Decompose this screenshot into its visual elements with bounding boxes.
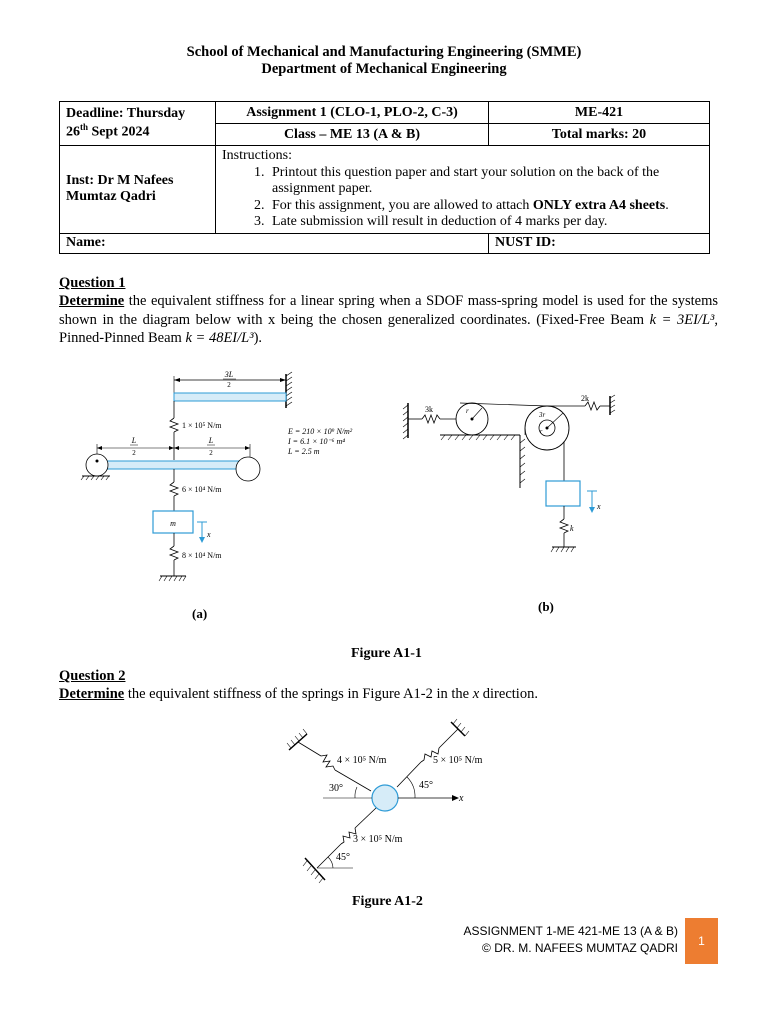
property-L: L = 2.5 m [288, 447, 320, 456]
footer-line2: © DR. M. NAFEES MUMTAZ QADRI [482, 941, 678, 955]
dim-top-den: 2 [227, 381, 231, 389]
name-field-cell: Name: [60, 233, 489, 253]
half-right-den: 2 [209, 449, 213, 457]
property-E: E = 210 × 10⁹ N/m² [288, 427, 353, 436]
instructor-name-line2: Mumtaz Qadri [66, 189, 156, 205]
nust-id-field-cell: NUST ID: [489, 233, 710, 253]
hanging-mass [546, 481, 580, 506]
department-heading: Department of Mechanical Engineering [261, 61, 507, 77]
instruction-item: 1. Printout this question paper and start your solution on the back of the assignment paper. [268, 165, 703, 198]
pin-support [86, 454, 108, 476]
half-left-num: L [131, 436, 137, 445]
angle1-label: 30° [329, 783, 343, 794]
coord-x-label: x [207, 530, 211, 539]
figure-a-label: (a) [192, 606, 208, 621]
figure-a1-2-diagram [283, 710, 483, 890]
right-spring-label: 2k [581, 394, 589, 403]
instructions-cell [216, 146, 710, 234]
left-spring-label: 3k [425, 405, 433, 414]
figure-b-label: (b) [538, 599, 554, 614]
instruction-item: 3. Late submission will result in deduction of 4 marks per day. [268, 214, 703, 231]
roller-support [236, 457, 260, 481]
figure2-caption: Figure A1-2 [352, 894, 423, 909]
school-heading: School of Mechanical and Manufacturing Engineering (SMME) [186, 44, 582, 60]
course-code-cell: ME-421 [489, 102, 710, 124]
x-arrow-b [589, 507, 595, 513]
spring1-label: 4 × 10⁵ N/m [337, 755, 387, 766]
lower-spring-label: 8 × 10⁴ N/m [182, 551, 222, 560]
spring3-label: 3 × 10⁵ N/m [353, 834, 403, 845]
deadline-label: Deadline: Thursday [66, 106, 186, 122]
angle3-label: 45° [336, 852, 350, 863]
large-radius-label: 3r [539, 411, 546, 419]
footer-line1: ASSIGNMENT 1-ME 421-ME 13 (A & B) [463, 924, 678, 938]
instructions-title: Instructions: [222, 148, 292, 163]
coord-x-label-b: x [597, 502, 601, 511]
figure-b-diagram [400, 393, 630, 563]
small-radius-label: r [466, 407, 469, 415]
class-cell: Class – ME 13 (A & B) [216, 124, 489, 146]
footer-text [463, 923, 678, 957]
assignment-info-table [59, 101, 710, 254]
question2-title: Question 2 [59, 668, 126, 684]
middle-spring-label: 6 × 10⁴ N/m [182, 485, 222, 494]
property-I: I = 6.1 × 10⁻⁶ m⁴ [288, 437, 346, 446]
angle2-label: 45° [419, 780, 433, 791]
instructor-cell [60, 146, 216, 234]
instructor-name-line1: Inst: Dr M Nafees [66, 173, 174, 189]
deadline-date: 26th Sept 2024 [66, 122, 150, 140]
upper-spring-label: 1 × 10⁵ N/m [182, 421, 222, 430]
deadline-cell [60, 102, 216, 146]
center-body [372, 785, 398, 811]
instruction-item: 2. For this assignment, you are allowed to attach ONLY extra A4 sheets. [268, 198, 703, 215]
question1-text: Determine the equivalent stiffness for a linear spring when a SDOF mass-spring model is used for the systems shown in the diagram below with x being the chosen generalized coordinates. (Fixed-Free Beam k = 3EI/L³, Pinned-Pinned Beam k = 48EI/L³). [59, 293, 718, 346]
half-right-num: L [208, 436, 214, 445]
half-left-den: 2 [132, 449, 136, 457]
figure1-caption: Figure A1-1 [351, 646, 422, 661]
page-number-badge: 1 [685, 918, 718, 964]
pinned-pinned-beam [97, 461, 250, 469]
x-axis-label: x [459, 793, 464, 804]
dim-top-label: 3L [224, 370, 234, 379]
instructions-list [222, 165, 703, 231]
total-marks-cell: Total marks: 20 [489, 124, 710, 146]
spring2-label: 5 × 10⁵ N/m [433, 755, 483, 766]
question1-title: Question 1 [59, 275, 126, 291]
figure-a-diagram [70, 368, 390, 618]
inner-radius-label: r [540, 429, 543, 435]
fixed-free-beam [174, 393, 286, 401]
x-arrow [199, 537, 205, 543]
assignment-cell: Assignment 1 (CLO-1, PLO-2, C-3) [216, 102, 489, 124]
question2-text: Determine the equivalent stiffness of the springs in Figure A1-2 in the x direction. [59, 686, 538, 702]
bottom-spring-label: k [570, 524, 574, 533]
mass-label: m [170, 519, 176, 528]
